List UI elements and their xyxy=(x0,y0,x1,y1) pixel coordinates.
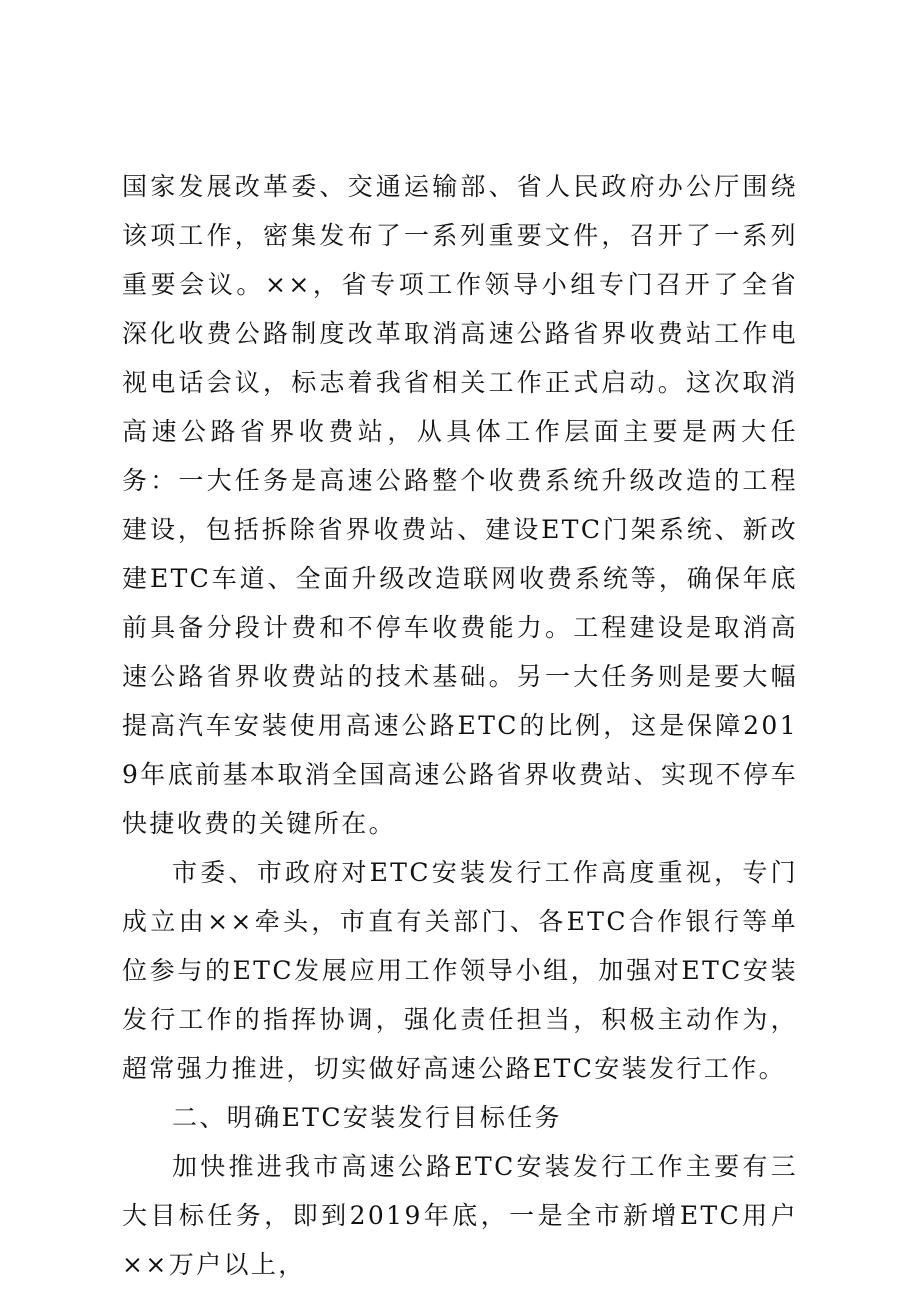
paragraph-background: 国家发展改革委、交通运输部、省人民政府办公厅围绕该项工作，密集发布了一系列重要文件，召开了一系列重要会议。××，省专项工作领导小组专门召开了全省深化收费公路制度改革取消高速公路省界收费站工作电视电话会议，标志着我省相关工作正式启动。这次取消高速公路省界收费站，从具体工作层面主要是两大任务：一大任务是高速公路整个收费系统升级改造的工程建设，包括拆除省界收费站、建设ETC门架系统、新改建ETC车道、全面升级改造联网收费系统等，确保年底前具备分段计费和不停车收费能力。工程建设是取消高速公路省界收费站的技术基础。另一大任务则是要大幅提高汽车安装使用高速公路ETC的比例，这是保障2019年底前基本取消全国高速公路省界收费站、实现不停车快捷收费的关键所在。 xyxy=(122,172,798,838)
paragraph-targets: 加快推进我市高速公路ETC安装发行工作主要有三大目标任务，即到2019年底，一是全市新增ETC用户××万户以上， xyxy=(122,1152,798,1279)
paragraph-leadership: 市委、市政府对ETC安装发行工作高度重视，专门成立由××牵头，市直有关部门、各ETC合作银行等单位参与的ETC发展应用工作领导小组，加强对ETC安装发行工作的指挥协调，强化责任担当，积极主动作为，超常强力推进，切实做好高速公路ETC安装发行工作。 xyxy=(122,858,798,1083)
document-body xyxy=(122,162,798,1289)
section-heading: 二、明确ETC安装发行目标任务 xyxy=(172,1103,563,1132)
